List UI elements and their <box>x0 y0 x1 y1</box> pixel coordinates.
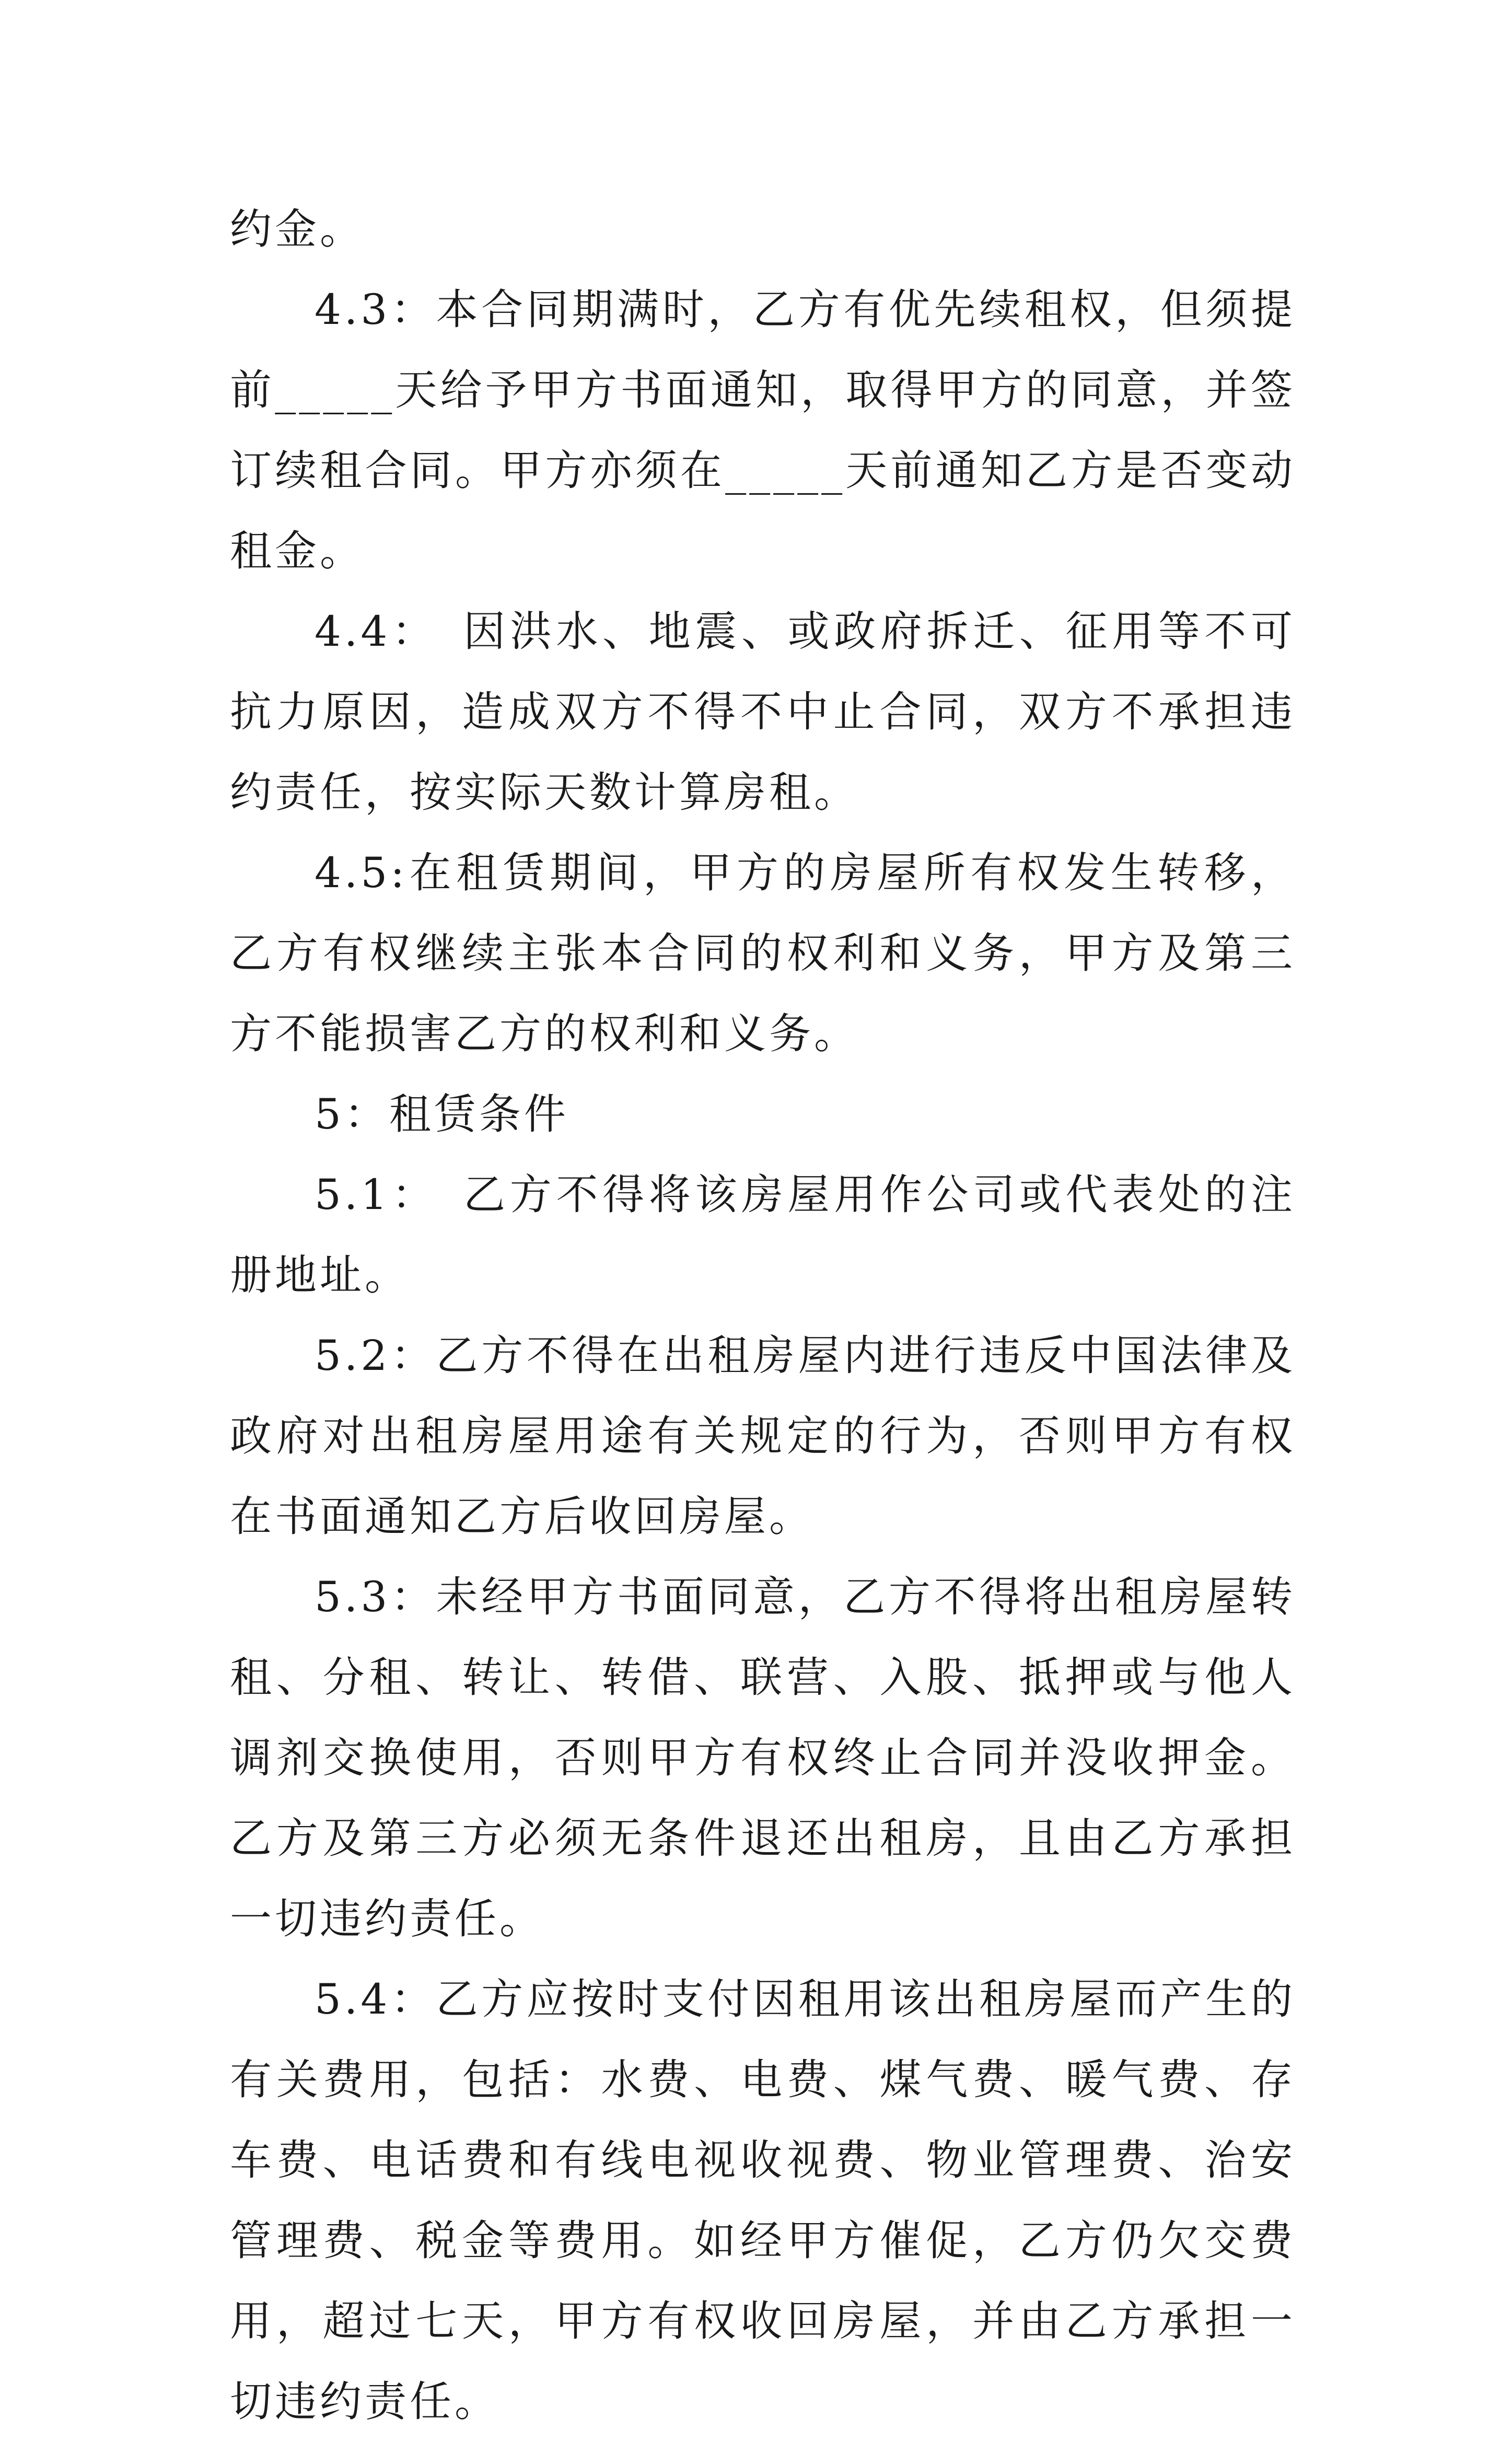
paragraph-5-4: 5.4：乙方应按时支付因租用该出租房屋而产生的有关费用，包括：水费、电费、煤气费、暖气费、存车费、电话费和有线电视收视费、物业管理费、治安管理费、税金等费用。如经甲方催促，乙方仍欠交费用，超过七天，甲方有权收回房屋，并由乙方承担一切违约责任。 <box>230 1975 1296 2426</box>
paragraph-5-3: 5.3：未经甲方书面同意，乙方不得将出租房屋转租、分租、转让、转借、联营、入股、抵押或与他人调剂交换使用，否则甲方有权终止合同并没收押金。乙方及第三方必须无条件退还出租房，且由乙方承担一切违约责任。 <box>230 1573 1296 1943</box>
contract-body <box>230 189 1296 2442</box>
paragraph-continuation: 约金。 <box>230 205 365 253</box>
paragraph-4-5: 4.5:在租赁期间，甲方的房屋所有权发生转移，乙方有权继续主张本合同的权利和义务，甲方及第三方不能损害乙方的权利和义务。 <box>230 848 1296 1058</box>
paragraph-4-3: 4.3：本合同期满时，乙方有优先续租权，但须提前_____天给予甲方书面通知，取得甲方的同意，并签订续租合同。甲方亦须在_____天前通知乙方是否变动租金。 <box>230 285 1296 575</box>
paragraph-5-2: 5.2：乙方不得在出租房屋内进行违反中国法律及政府对出租房屋用途有关规定的行为，否则甲方有权在书面通知乙方后收回房屋。 <box>230 1331 1296 1541</box>
paragraph-4-4: 4.4： 因洪水、地震、或政府拆迁、征用等不可抗力原因，造成双方不得不中止合同，双方不承担违约责任，按实际天数计算房租。 <box>230 607 1296 817</box>
section-heading-5: 5：租赁条件 <box>315 1090 569 1138</box>
paragraph-5-1: 5.1： 乙方不得将该房屋用作公司或代表处的注册地址。 <box>230 1170 1296 1299</box>
